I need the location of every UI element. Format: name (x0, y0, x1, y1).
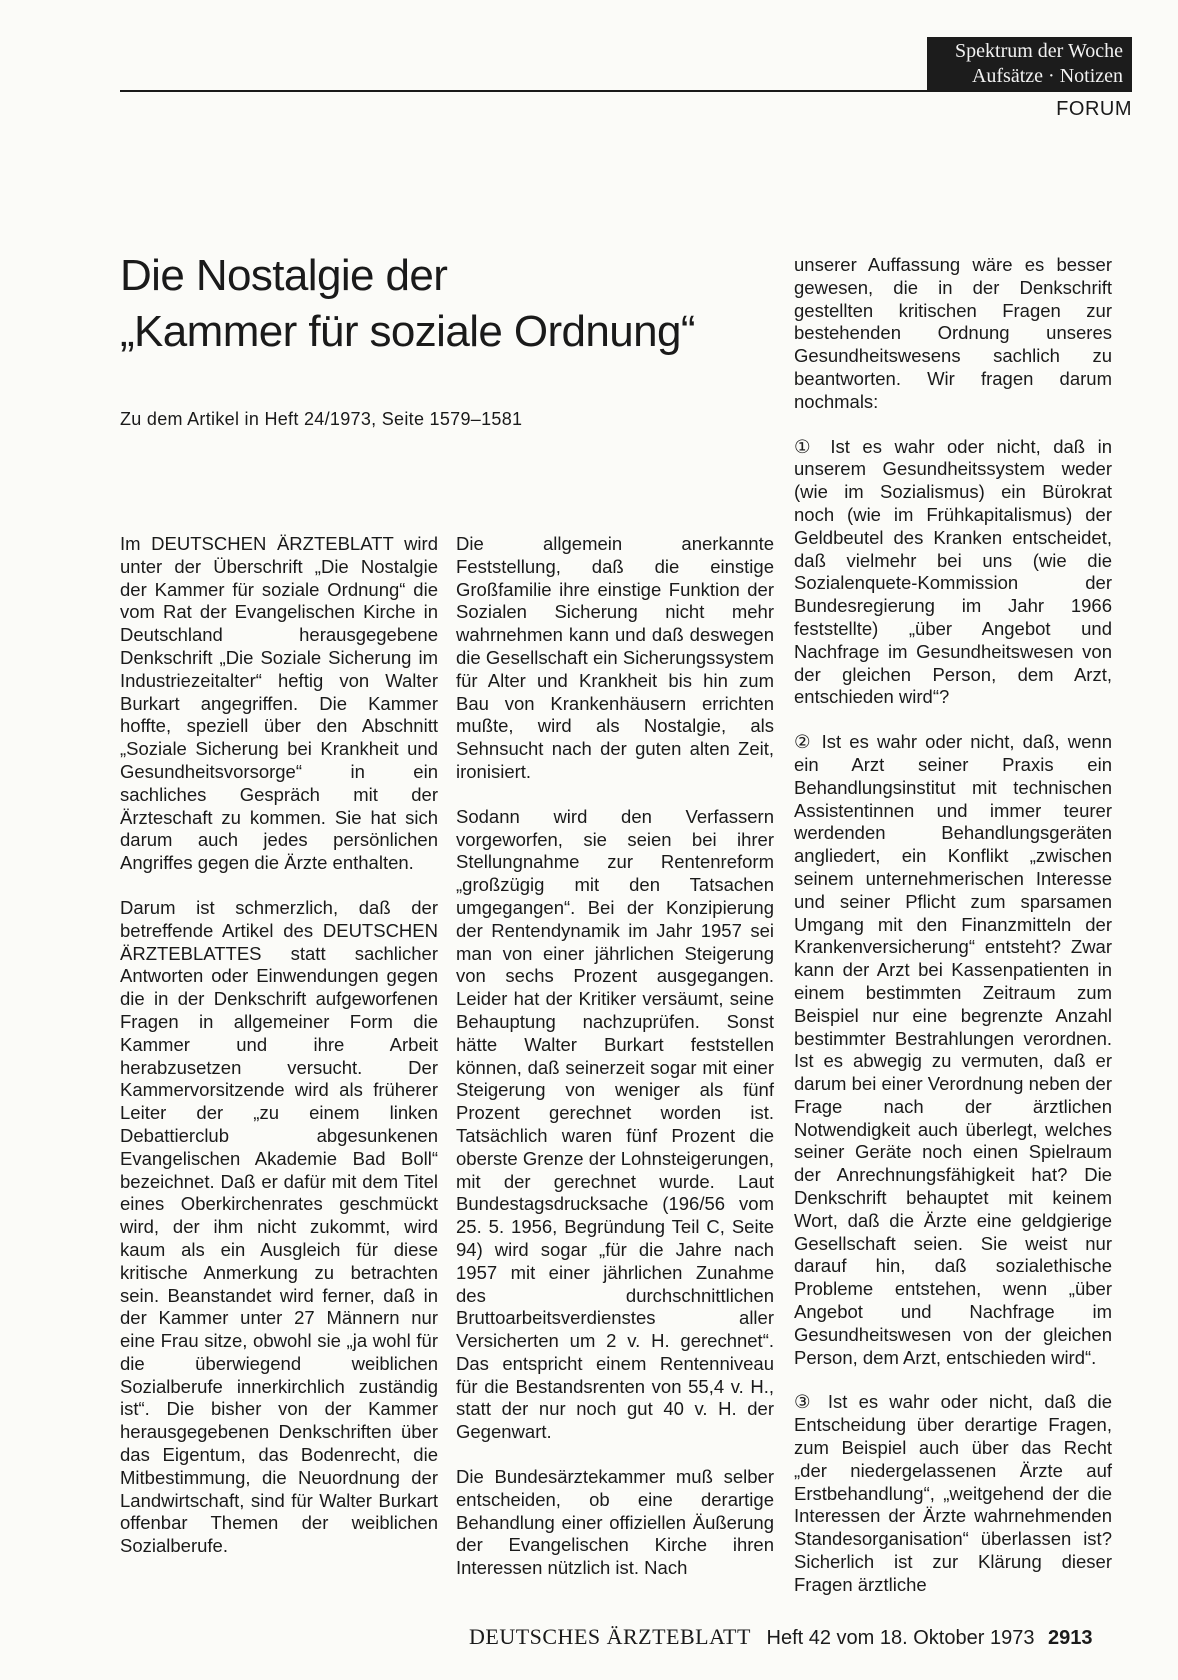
paragraph: Die allgemein anerkannte Feststellung, daß die einstige Großfamilie ihre einstige Funktion der Sozialen Sicherung nicht mehr wahrnehmen kann und daß deswegen die Gesellschaft ein Sicherungssystem für Alter und Krankheit bis hin zum Bau von Krankenhäusern errichten mußte, wird als Nostalgie, als Sehnsucht nach der guten alten Zeit, ironisiert. (456, 533, 774, 782)
section-header-line1: Spektrum der Woche (955, 40, 1123, 62)
page-number: 2913 (1048, 1627, 1093, 1649)
header-rule (120, 90, 1132, 92)
section-header-line2: Aufsätze · Notizen (971, 65, 1123, 87)
section-header-box (927, 37, 1132, 90)
paragraph: ② Ist es wahr oder nicht, daß, wenn ein Arzt seiner Praxis ein Behandlungsinstitut mit technischen Assistentinnen und immer teurer werdenden Behandlungsgeräten angliedert, ein Konflikt „zwischen seinem unternehmerischen Interesse und seiner Pflicht zum sparsamen Umgang mit den Finanzmitteln der Krankenversicherung“ entsteht? Zwar kann der Arzt bei Kassenpatienten in einem bestimmten Zeitraum zum Beispiel nur eine begrenzte Anzahl bestimmter Bestrahlungen verordnen. Ist es abwegig zu vermuten, daß er darum bei einer Verordnung neben der Frage nach der ärztlichen Notwendigkeit auch überlegt, welches seiner Geräte noch einen Spielraum der Anrechnungsfähigkeit hat? Die Denkschrift behauptet mit keinem Wort, daß die Ärzte eine geldgierige Gesellschaft seien. Sie weist nur darauf hin, daß sozialethische Probleme entstehen, wenn „über Angebot und Nachfrage im Gesundheitswesen von der gleichen Person, dem Arzt, entschieden wird“. (794, 731, 1112, 1368)
article-title (120, 248, 780, 360)
journal-name: DEUTSCHES ÄRZTEBLATT (469, 1624, 751, 1649)
paragraph: ③ Ist es wahr oder nicht, daß die Entscheidung über derartige Fragen, zum Beispiel auch über das Recht „der niedergelassenen Ärzte auf Erstbehandlung“, „weitgehend der die Interessen der Ärzte wahrnehmenden Standesorganisation“ überlassen ist? Sicherlich ist zur Klärung dieser Fragen ärztliche (794, 1391, 1112, 1595)
paragraph: Darum ist schmerzlich, daß der betreffende Artikel des DEUTSCHEN ÄRZTEBLATTES statt sachlicher Antworten oder Einwendungen gegen die in der Denkschrift aufgeworfenen Fragen in allgemeiner Form die Kammer und ihre Arbeit herabzusetzen versucht. Der Kammervorsitzende wird als früherer Leiter der „zu einem linken Debattierclub abgesunkenen Evangelischen Akademie Bad Boll“ bezeichnet. Daß er dafür mit dem Titel eines Oberkirchenrates geschmückt wird, der ihm nicht zukommt, wird kaum als ein Ausgleich für diese kritische Anmerkung zu betrachten sein. Beanstandet wird ferner, daß in der Kammer unter 27 Männern nur eine Frau sitze, obwohl sie „ja wohl für die überwiegend weiblichen Sozialberufe innerkirchlich zuständig ist“. Die bisher von der Kammer herausgegebenen Denkschriften über das Eigentum, das Bodenrecht, die Mitbestimmung, die Neuordnung der Landwirtschaft, sind für Walter Burkart offenbar Themen der weiblichen Sozialberufe. (120, 896, 438, 1557)
article-title-line2: „Kammer für soziale Ordnung“ (120, 307, 695, 356)
page-footer (469, 1624, 1093, 1650)
section-label: FORUM (1056, 98, 1132, 120)
paragraph: Die Bundesärztekammer muß selber entscheiden, ob eine derartige Behandlung einer offiziellen Äußerung der Evangelischen Kirche ihren Interessen nützlich ist. Nach (456, 1466, 774, 1579)
article-title-line1: Die Nostalgie der (120, 251, 448, 300)
column-left (120, 533, 438, 1580)
paragraph: Sodann wird den Verfassern vorgeworfen, sie seien bei ihrer Stellungnahme zur Rentenreform „großzügig mit den Tatsachen umgegangen“. Bei der Konzipierung der Rentendynamik im Jahr 1957 sei man von einer jährlichen Steigerung von sechs Prozent ausgegangen. Leider hat der Kritiker versäumt, seine Behauptung nachzuprüfen. Sonst hätte Walter Burkart feststellen können, daß seinerzeit sogar mit einer Steigerung von weniger als fünf Prozent gerechnet worden ist. Tatsächlich waren fünf Prozent die oberste Grenze der Lohnsteigerungen, mit der gerechnet wurde. Laut Bundestagsdrucksache (196/56 vom 25. 5. 1956, Begründung Teil C, Seite 94) wird sogar „für die Jahre nach 1957 mit einer jährlichen Zunahme des durchschnittlichen Bruttoarbeitsverdienstes aller Versicherten um 2 v. H. gerechnet“. Das entspricht einem Rentenniveau für die Bestandsrenten von 55,4 v. H., statt der nur noch gut 40 v. H. der Gegenwart. (456, 805, 774, 1443)
column-right (794, 254, 1112, 1619)
paragraph: ① Ist es wahr oder nicht, daß in unserem Gesundheitssystem weder (wie im Sozialismus) ein Bürokrat noch (wie im Frühkapitalismus) der Geldbeutel des Kranken entscheidet, daß vielmehr bei uns (wie die Sozialenquete-Kommission der Bundesregierung im Jahr 1966 feststellte) „über Angebot und Nachfrage im Gesundheitswesen von der gleichen Person, dem Arzt, entschieden wird“? (794, 435, 1112, 708)
column-middle (456, 533, 774, 1602)
issue-info: Heft 42 vom 18. Oktober 1973 (766, 1627, 1035, 1649)
paragraph: Im DEUTSCHEN ÄRZTEBLATT wird unter der Überschrift „Die Nostalgie der Kammer für soziale Ordnung“ die vom Rat der Evangelischen Kirche in Deutschland herausgegebene Denkschrift „Die Soziale Sicherung im Industriezeitalter“ heftig von Walter Burkart angegriffen. Die Kammer hoffte, speziell über den Abschnitt „Soziale Sicherung bei Krankheit und Gesundheitsvorsorge“ in ein sachliches Gespräch mit der Ärzteschaft zu kommen. Sie hat sich darum auch jedes persönlichen Angriffes gegen die Ärzte enthalten. (120, 533, 438, 874)
paragraph: unserer Auffassung wäre es besser gewesen, die in der Denkschrift gestellten kritischen Fragen zur bestehenden Ordnung unseres Gesundheitswesens sachlich zu beantworten. Wir fragen darum nochmals: (794, 254, 1112, 412)
article-subtitle: Zu dem Artikel in Heft 24/1973, Seite 1579–1581 (120, 409, 523, 429)
